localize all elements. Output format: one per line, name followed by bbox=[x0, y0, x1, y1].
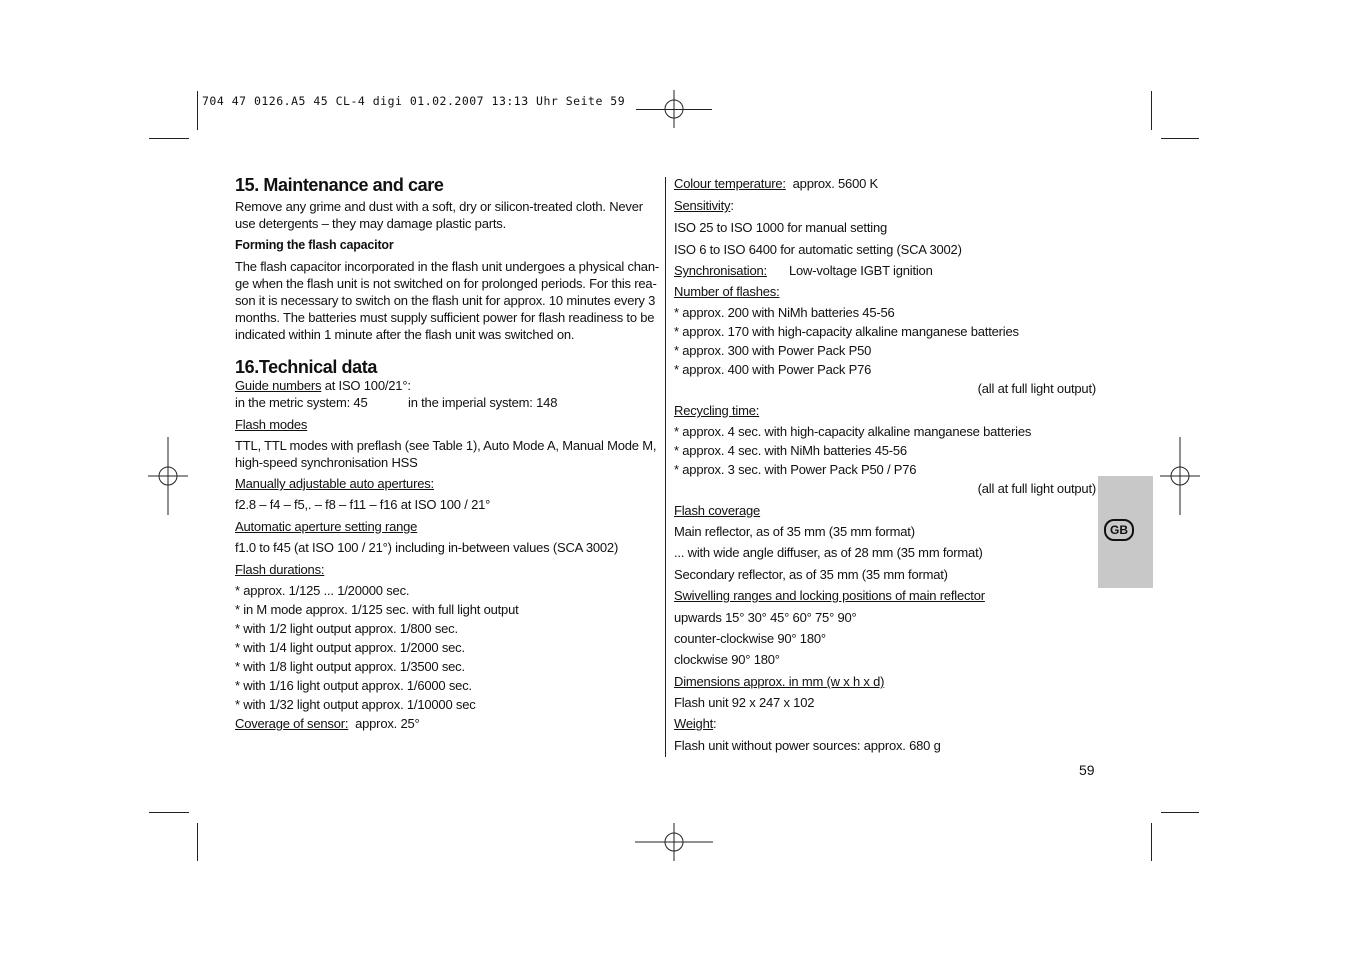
section-title: 15. Maintenance and care bbox=[235, 175, 444, 195]
list-item: * approx. 300 with Power Pack P50 bbox=[674, 343, 872, 358]
list-item: * with 1/32 light output approx. 1/10000 sec bbox=[235, 697, 476, 712]
field-label: Guide numbers bbox=[235, 378, 322, 393]
field-label: Dimensions approx. in mm (w x h x d) bbox=[674, 674, 885, 689]
synchronisation bbox=[674, 263, 1099, 279]
weight bbox=[674, 716, 1099, 732]
field-label: Coverage of sensor: bbox=[235, 716, 349, 731]
list-item: * approx. 400 with Power Pack P76 bbox=[674, 362, 872, 377]
registration-mark-icon bbox=[635, 823, 715, 863]
body-text: f2.8 – f4 – f5,. – f8 – f11 – f16 at ISO 100 / 21° bbox=[235, 497, 491, 512]
list-item: * with 1/2 light output approx. 1/800 sec. bbox=[235, 621, 458, 636]
note-text: (all at full light output) bbox=[977, 381, 1096, 396]
column-divider bbox=[665, 177, 666, 757]
field-label: Number of flashes: bbox=[674, 284, 780, 299]
list-item: * approx. 200 with NiMh batteries 45-56 bbox=[674, 305, 895, 320]
registration-mark-icon bbox=[1160, 437, 1200, 515]
print-header: 704 47 0126.A5 45 CL-4 digi 01.02.2007 13:13 Uhr Seite 59 bbox=[202, 94, 626, 108]
field-label: Recycling time: bbox=[674, 403, 760, 418]
registration-mark-icon bbox=[148, 437, 188, 515]
field-text: approx. 25° bbox=[355, 716, 420, 731]
list-item: * approx. 3 sec. with Power Pack P50 / P76 bbox=[674, 462, 917, 477]
body-text: ... with wide angle diffuser, as of 28 mm (35 mm format) bbox=[674, 545, 983, 560]
crop-mark bbox=[1161, 812, 1199, 813]
list-item: * approx. 4 sec. with high-capacity alkaline manganese batteries bbox=[674, 424, 1032, 439]
list-item: * with 1/8 light output approx. 1/3500 sec. bbox=[235, 659, 465, 674]
list-item: * in M mode approx. 1/125 sec. with full light output bbox=[235, 602, 519, 617]
registration-mark-icon bbox=[635, 90, 715, 130]
body-text: son it is necessary to switch on the flash unit for approx. 10 minutes every 3 bbox=[235, 293, 656, 308]
body-text: TTL, TTL modes with preflash (see Table 1), Auto Mode A, Manual Mode M, bbox=[235, 438, 657, 453]
field-label: Manually adjustable auto apertures: bbox=[235, 476, 434, 491]
body-text: months. The batteries must supply sufficient power for flash readiness to be bbox=[235, 310, 655, 325]
field-text: at ISO 100/21°: bbox=[321, 378, 411, 393]
list-item: * with 1/16 light output approx. 1/6000 sec. bbox=[235, 678, 472, 693]
body-text: Secondary reflector, as of 35 mm (35 mm format) bbox=[674, 567, 948, 582]
crop-mark bbox=[149, 138, 189, 139]
body-text: Flash unit 92 x 247 x 102 bbox=[674, 695, 815, 710]
field-label: Colour temperature: bbox=[674, 176, 786, 191]
field-label: Flash coverage bbox=[674, 503, 761, 518]
list-item: * approx. 1/125 ... 1/20000 sec. bbox=[235, 583, 410, 598]
crop-mark bbox=[1161, 138, 1199, 139]
field-label: Synchronisation: bbox=[674, 263, 767, 278]
body-text: upwards 15° 30° 45° 60° 75° 90° bbox=[674, 610, 857, 625]
body-text: indicated within 1 minute after the flash unit was switched on. bbox=[235, 327, 575, 342]
body-text: f1.0 to f45 (at ISO 100 / 21°) including in-between values (SCA 3002) bbox=[235, 540, 619, 555]
field-label: Flash modes bbox=[235, 417, 308, 432]
crop-mark bbox=[149, 812, 189, 813]
field-label: Swivelling ranges and locking positions of main reflector bbox=[674, 588, 985, 603]
body-text: The flash capacitor incorporated in the flash unit undergoes a physical chan- bbox=[235, 259, 659, 274]
body-text: Main reflector, as of 35 mm (35 mm format) bbox=[674, 524, 915, 539]
subsection-title: Forming the flash capacitor bbox=[235, 238, 394, 252]
crop-mark bbox=[1151, 91, 1152, 130]
field-text: in the imperial system: 148 bbox=[408, 395, 558, 410]
left-column bbox=[235, 177, 660, 732]
body-text: ISO 6 to ISO 6400 for automatic setting (SCA 3002) bbox=[674, 242, 962, 257]
field-text: approx. 5600 K bbox=[792, 176, 879, 191]
page-number: 59 bbox=[1079, 762, 1095, 778]
guide-numbers bbox=[235, 378, 660, 394]
section-title: 16.Technical data bbox=[235, 357, 377, 377]
body-text: ISO 25 to ISO 1000 for manual setting bbox=[674, 220, 888, 235]
language-badge: GB bbox=[1104, 519, 1134, 541]
crop-mark bbox=[197, 823, 198, 861]
crop-mark bbox=[1151, 823, 1152, 861]
field-label: Automatic aperture setting range bbox=[235, 519, 418, 534]
body-text: ge when the flash unit is not switched on for prolonged periods. For this rea- bbox=[235, 276, 657, 291]
sensitivity bbox=[674, 198, 1099, 214]
field-label: Flash durations: bbox=[235, 562, 325, 577]
body-text: Remove any grime and dust with a soft, dry or silicon-treated cloth. Never bbox=[235, 199, 643, 214]
body-text: counter-clockwise 90° 180° bbox=[674, 631, 826, 646]
body-text: high-speed synchronisation HSS bbox=[235, 455, 418, 470]
coverage-of-sensor bbox=[235, 716, 660, 732]
body-text: use detergents – they may damage plastic parts. bbox=[235, 216, 506, 231]
right-column bbox=[674, 176, 1099, 754]
body-text: Flash unit without power sources: approx. 680 g bbox=[674, 738, 941, 753]
guide-values bbox=[235, 395, 660, 411]
field-text: : bbox=[730, 198, 734, 213]
note-text: (all at full light output) bbox=[977, 481, 1096, 496]
field-label: Sensitivity bbox=[674, 198, 731, 213]
field-text: Low-voltage IGBT ignition bbox=[789, 263, 933, 278]
crop-mark bbox=[197, 91, 198, 130]
list-item: * approx. 170 with high-capacity alkaline manganese batteries bbox=[674, 324, 1019, 339]
field-text: : bbox=[713, 716, 717, 731]
list-item: * with 1/4 light output approx. 1/2000 sec. bbox=[235, 640, 465, 655]
body-text: clockwise 90° 180° bbox=[674, 652, 780, 667]
field-label: Weight bbox=[674, 716, 714, 731]
colour-temperature bbox=[674, 176, 1099, 192]
list-item: * approx. 4 sec. with NiMh batteries 45-56 bbox=[674, 443, 907, 458]
field-text: in the metric system: 45 bbox=[235, 395, 368, 410]
